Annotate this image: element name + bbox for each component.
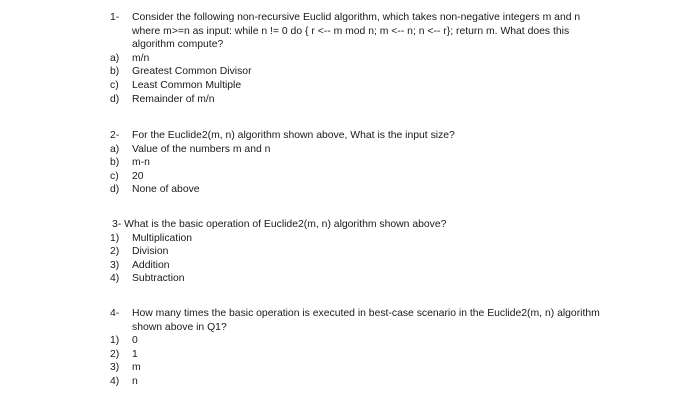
option-label: d)	[110, 93, 120, 105]
option-label: a)	[110, 52, 120, 64]
option-label: 2)	[110, 348, 120, 360]
question-2-option-d	[110, 183, 610, 197]
option-label: a)	[110, 143, 120, 155]
option-label: 2)	[110, 246, 120, 258]
option-label: b)	[110, 66, 120, 78]
question-1-option-b	[110, 65, 610, 79]
option-text: m	[132, 362, 141, 374]
option-label: 3)	[110, 362, 120, 374]
option-text: Multiplication	[132, 232, 193, 244]
question-1-number: 1-	[110, 12, 120, 23]
question-3	[110, 218, 610, 286]
question-3-number: 3-	[112, 219, 122, 230]
option-text: Value of the numbers m and n	[132, 143, 271, 155]
option-text: 1	[132, 348, 138, 360]
question-3-text: What is the basic operation of Euclide2(m, n) algorithm shown above?	[124, 219, 447, 230]
question-4-number: 4-	[110, 308, 120, 319]
question-3-option-1	[110, 232, 610, 246]
question-1-option-c	[110, 79, 610, 93]
option-label: b)	[110, 157, 120, 169]
question-2-text: For the Euclide2(m, n) algorithm shown above, What is the input size?	[132, 130, 455, 141]
question-2-option-a	[110, 143, 610, 157]
question-2-number: 2-	[110, 130, 120, 141]
option-label: 3)	[110, 259, 120, 271]
option-text: n	[132, 375, 138, 387]
option-label: 1)	[110, 335, 120, 347]
question-2-option-c	[110, 170, 610, 184]
option-label: 4)	[110, 375, 120, 387]
question-4-option-4	[110, 375, 610, 389]
question-3-option-2	[110, 245, 610, 259]
option-text: None of above	[132, 184, 200, 196]
option-text: m-n	[132, 157, 150, 169]
question-4	[110, 307, 610, 389]
option-label: d)	[110, 184, 120, 196]
question-4-stem	[110, 307, 610, 334]
question-1-option-a	[110, 52, 610, 66]
question-1-stem	[110, 11, 610, 52]
option-label: 1)	[110, 232, 120, 244]
option-label: c)	[110, 170, 119, 182]
question-4-text: How many times the basic operation is executed in best-case scenario in the Euclide2(m, n) algorithm shown above in Q1?	[132, 308, 600, 333]
question-2-option-b	[110, 156, 610, 170]
option-text: Division	[132, 246, 169, 258]
option-text: Subtraction	[132, 273, 185, 285]
option-text: Greatest Common Divisor	[132, 66, 252, 78]
option-text: m/n	[132, 52, 150, 64]
question-1	[110, 11, 610, 106]
question-2	[110, 129, 610, 197]
question-3-stem	[110, 218, 610, 232]
option-text: Addition	[132, 259, 170, 271]
option-text: 20	[132, 170, 144, 182]
question-1-text: Consider the following non-recursive Euclid algorithm, which takes non-negative integers m and n where m>=n as input: while n != 0 do { r <-- m mod n; m <-- n; n <-- r}; return m. What does this algorithm compute?	[132, 12, 581, 51]
question-3-option-3	[110, 259, 610, 273]
option-label: 4)	[110, 273, 120, 285]
question-4-option-3	[110, 361, 610, 375]
question-3-option-4	[110, 272, 610, 286]
option-text: Remainder of m/n	[132, 93, 215, 105]
option-label: c)	[110, 79, 119, 91]
question-4-option-1	[110, 334, 610, 348]
question-4-option-2	[110, 348, 610, 362]
question-1-option-d	[110, 93, 610, 107]
option-text: Least Common Multiple	[132, 79, 242, 91]
question-2-stem	[110, 129, 610, 143]
option-text: 0	[132, 335, 138, 347]
